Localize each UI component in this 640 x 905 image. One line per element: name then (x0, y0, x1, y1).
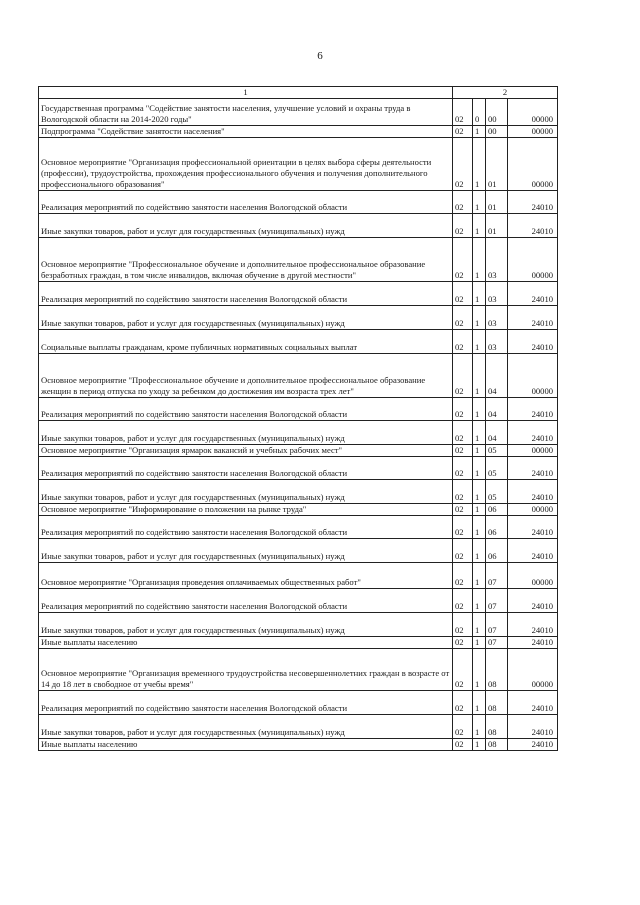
code-cell-2: 1 (473, 214, 486, 238)
code-cell-2: 1 (473, 589, 486, 613)
row-name-cell: Реализация мероприятий по содействию занятости населения Вологодской области (39, 191, 453, 214)
code-cell-1: 02 (453, 649, 473, 691)
table-row (39, 306, 558, 330)
row-name-cell: Иные закупки товаров, работ и услуг для государственных (муниципальных) нужд (39, 421, 453, 445)
row-name-cell: Иные закупки товаров, работ и услуг для государственных (муниципальных) нужд (39, 715, 453, 739)
code-cell-1: 02 (453, 282, 473, 306)
code-cell-4: 00000 (508, 354, 558, 398)
code-cell-2: 1 (473, 191, 486, 214)
row-name-cell: Иные закупки товаров, работ и услуг для государственных (муниципальных) нужд (39, 306, 453, 330)
code-cell-3: 00 (486, 99, 508, 126)
row-name-cell: Реализация мероприятий по содействию занятости населения Вологодской области (39, 282, 453, 306)
code-cell-4: 24010 (508, 613, 558, 637)
table-row (39, 126, 558, 138)
code-cell-1: 02 (453, 330, 473, 354)
code-cell-4: 00000 (508, 563, 558, 589)
row-name-cell: Основное мероприятие "Организация временного трудоустройства несовершеннолетних граждан в возрасте от 14 до 18 лет в свободное от учебы время" (39, 649, 453, 691)
code-cell-4: 24010 (508, 516, 558, 539)
table-row (39, 613, 558, 637)
row-name-cell: Государственная программа "Содействие занятости населения, улучшение условий и охраны труда в Вологодской области на 2014-2020 годы" (39, 99, 453, 126)
code-cell-1: 02 (453, 691, 473, 715)
code-cell-2: 1 (473, 637, 486, 649)
code-cell-4: 24010 (508, 214, 558, 238)
code-cell-3: 05 (486, 457, 508, 480)
table-row (39, 282, 558, 306)
code-cell-3: 06 (486, 504, 508, 516)
table-row (39, 563, 558, 589)
budget-classification-table (38, 86, 558, 751)
code-cell-1: 02 (453, 563, 473, 589)
row-name-cell: Основное мероприятие "Организация ярмарок вакансий и учебных рабочих мест" (39, 445, 453, 457)
code-cell-4: 00000 (508, 99, 558, 126)
code-cell-4: 00000 (508, 649, 558, 691)
code-cell-4: 24010 (508, 282, 558, 306)
code-cell-2: 1 (473, 445, 486, 457)
code-cell-3: 00 (486, 126, 508, 138)
code-cell-1: 02 (453, 445, 473, 457)
code-cell-2: 1 (473, 480, 486, 504)
row-name-cell: Основное мероприятие "Организация профессиональной ориентации в целях выбора сферы деятельности (профессии), трудоустройства, прохождения профессионального обучения и получения дополнительного профессионального образования" (39, 138, 453, 191)
table-row (39, 445, 558, 457)
code-cell-3: 01 (486, 138, 508, 191)
code-cell-2: 1 (473, 739, 486, 751)
code-cell-2: 1 (473, 354, 486, 398)
code-cell-1: 02 (453, 715, 473, 739)
code-cell-3: 08 (486, 691, 508, 715)
code-cell-2: 1 (473, 539, 486, 563)
code-cell-3: 03 (486, 330, 508, 354)
code-cell-1: 02 (453, 126, 473, 138)
code-cell-3: 08 (486, 739, 508, 751)
code-cell-3: 07 (486, 589, 508, 613)
row-name-cell: Социальные выплаты гражданам, кроме публичных нормативных социальных выплат (39, 330, 453, 354)
table-row (39, 539, 558, 563)
code-cell-1: 02 (453, 238, 473, 282)
code-cell-3: 08 (486, 649, 508, 691)
code-cell-1: 02 (453, 613, 473, 637)
code-cell-4: 24010 (508, 480, 558, 504)
header-column-2: 2 (453, 87, 558, 99)
code-cell-4: 24010 (508, 191, 558, 214)
row-name-cell: Иные закупки товаров, работ и услуг для государственных (муниципальных) нужд (39, 613, 453, 637)
table-row (39, 214, 558, 238)
code-cell-3: 07 (486, 637, 508, 649)
code-cell-4: 24010 (508, 330, 558, 354)
code-cell-3: 01 (486, 191, 508, 214)
code-cell-4: 00000 (508, 138, 558, 191)
code-cell-1: 02 (453, 99, 473, 126)
code-cell-3: 03 (486, 306, 508, 330)
code-cell-1: 02 (453, 214, 473, 238)
code-cell-3: 04 (486, 354, 508, 398)
row-name-cell: Основное мероприятие "Профессиональное обучение и дополнительное профессиональное образование женщин в период отпуска по уходу за ребенком до достижения им возраста трех лет" (39, 354, 453, 398)
code-cell-4: 24010 (508, 589, 558, 613)
code-cell-3: 06 (486, 539, 508, 563)
row-name-cell: Иные закупки товаров, работ и услуг для государственных (муниципальных) нужд (39, 214, 453, 238)
code-cell-4: 00000 (508, 504, 558, 516)
table-row (39, 421, 558, 445)
table-row (39, 739, 558, 751)
code-cell-4: 24010 (508, 715, 558, 739)
table-row (39, 504, 558, 516)
code-cell-4: 24010 (508, 539, 558, 563)
row-name-cell: Реализация мероприятий по содействию занятости населения Вологодской области (39, 691, 453, 715)
code-cell-3: 08 (486, 715, 508, 739)
code-cell-3: 07 (486, 563, 508, 589)
code-cell-1: 02 (453, 589, 473, 613)
row-name-cell: Подпрограмма "Содействие занятости населения" (39, 126, 453, 138)
code-cell-1: 02 (453, 398, 473, 421)
code-cell-2: 0 (473, 99, 486, 126)
table-row (39, 649, 558, 691)
table-row (39, 637, 558, 649)
table-row (39, 457, 558, 480)
code-cell-3: 04 (486, 398, 508, 421)
code-cell-2: 1 (473, 563, 486, 589)
code-cell-2: 1 (473, 306, 486, 330)
table-row (39, 138, 558, 191)
code-cell-1: 02 (453, 739, 473, 751)
code-cell-1: 02 (453, 354, 473, 398)
code-cell-1: 02 (453, 637, 473, 649)
table-row (39, 715, 558, 739)
table-row (39, 330, 558, 354)
row-name-cell: Основное мероприятие "Информирование о положении на рынке труда" (39, 504, 453, 516)
code-cell-2: 1 (473, 282, 486, 306)
code-cell-1: 02 (453, 421, 473, 445)
code-cell-2: 1 (473, 649, 486, 691)
table-row (39, 480, 558, 504)
code-cell-3: 03 (486, 282, 508, 306)
code-cell-1: 02 (453, 191, 473, 214)
table-row (39, 238, 558, 282)
code-cell-4: 24010 (508, 457, 558, 480)
row-name-cell: Реализация мероприятий по содействию занятости населения Вологодской области (39, 457, 453, 480)
code-cell-1: 02 (453, 138, 473, 191)
code-cell-4: 24010 (508, 421, 558, 445)
code-cell-2: 1 (473, 715, 486, 739)
header-column-1: 1 (39, 87, 453, 99)
code-cell-4: 00000 (508, 238, 558, 282)
code-cell-3: 04 (486, 421, 508, 445)
code-cell-1: 02 (453, 516, 473, 539)
code-cell-1: 02 (453, 504, 473, 516)
code-cell-4: 24010 (508, 306, 558, 330)
table-row (39, 691, 558, 715)
code-cell-3: 07 (486, 613, 508, 637)
code-cell-2: 1 (473, 421, 486, 445)
row-name-cell: Реализация мероприятий по содействию занятости населения Вологодской области (39, 398, 453, 421)
row-name-cell: Иные выплаты населению (39, 739, 453, 751)
code-cell-1: 02 (453, 539, 473, 563)
code-cell-2: 1 (473, 330, 486, 354)
row-name-cell: Иные закупки товаров, работ и услуг для государственных (муниципальных) нужд (39, 480, 453, 504)
row-name-cell: Основное мероприятие "Организация проведения оплачиваемых общественных работ" (39, 563, 453, 589)
code-cell-1: 02 (453, 457, 473, 480)
row-name-cell: Основное мероприятие "Профессиональное обучение и дополнительное профессиональное образование безработных граждан, в том числе инвалидов, включая обучение в другой местности" (39, 238, 453, 282)
table-row (39, 516, 558, 539)
code-cell-4: 24010 (508, 691, 558, 715)
code-cell-2: 1 (473, 238, 486, 282)
code-cell-2: 1 (473, 504, 486, 516)
code-cell-2: 1 (473, 138, 486, 191)
code-cell-3: 05 (486, 480, 508, 504)
row-name-cell: Реализация мероприятий по содействию занятости населения Вологодской области (39, 516, 453, 539)
code-cell-4: 00000 (508, 126, 558, 138)
page-number: 6 (317, 50, 323, 62)
table-row (39, 398, 558, 421)
code-cell-2: 1 (473, 457, 486, 480)
code-cell-3: 05 (486, 445, 508, 457)
row-name-cell: Иные закупки товаров, работ и услуг для государственных (муниципальных) нужд (39, 539, 453, 563)
code-cell-3: 06 (486, 516, 508, 539)
code-cell-1: 02 (453, 306, 473, 330)
table-header-row (39, 87, 558, 99)
code-cell-3: 01 (486, 214, 508, 238)
code-cell-2: 1 (473, 613, 486, 637)
code-cell-4: 24010 (508, 398, 558, 421)
code-cell-4: 24010 (508, 637, 558, 649)
table-row (39, 99, 558, 126)
code-cell-2: 1 (473, 516, 486, 539)
code-cell-2: 1 (473, 126, 486, 138)
code-cell-2: 1 (473, 398, 486, 421)
row-name-cell: Реализация мероприятий по содействию занятости населения Вологодской области (39, 589, 453, 613)
row-name-cell: Иные выплаты населению (39, 637, 453, 649)
code-cell-4: 24010 (508, 739, 558, 751)
code-cell-3: 03 (486, 238, 508, 282)
table-row (39, 589, 558, 613)
table-row (39, 191, 558, 214)
code-cell-2: 1 (473, 691, 486, 715)
code-cell-1: 02 (453, 480, 473, 504)
table-row (39, 354, 558, 398)
code-cell-4: 00000 (508, 445, 558, 457)
